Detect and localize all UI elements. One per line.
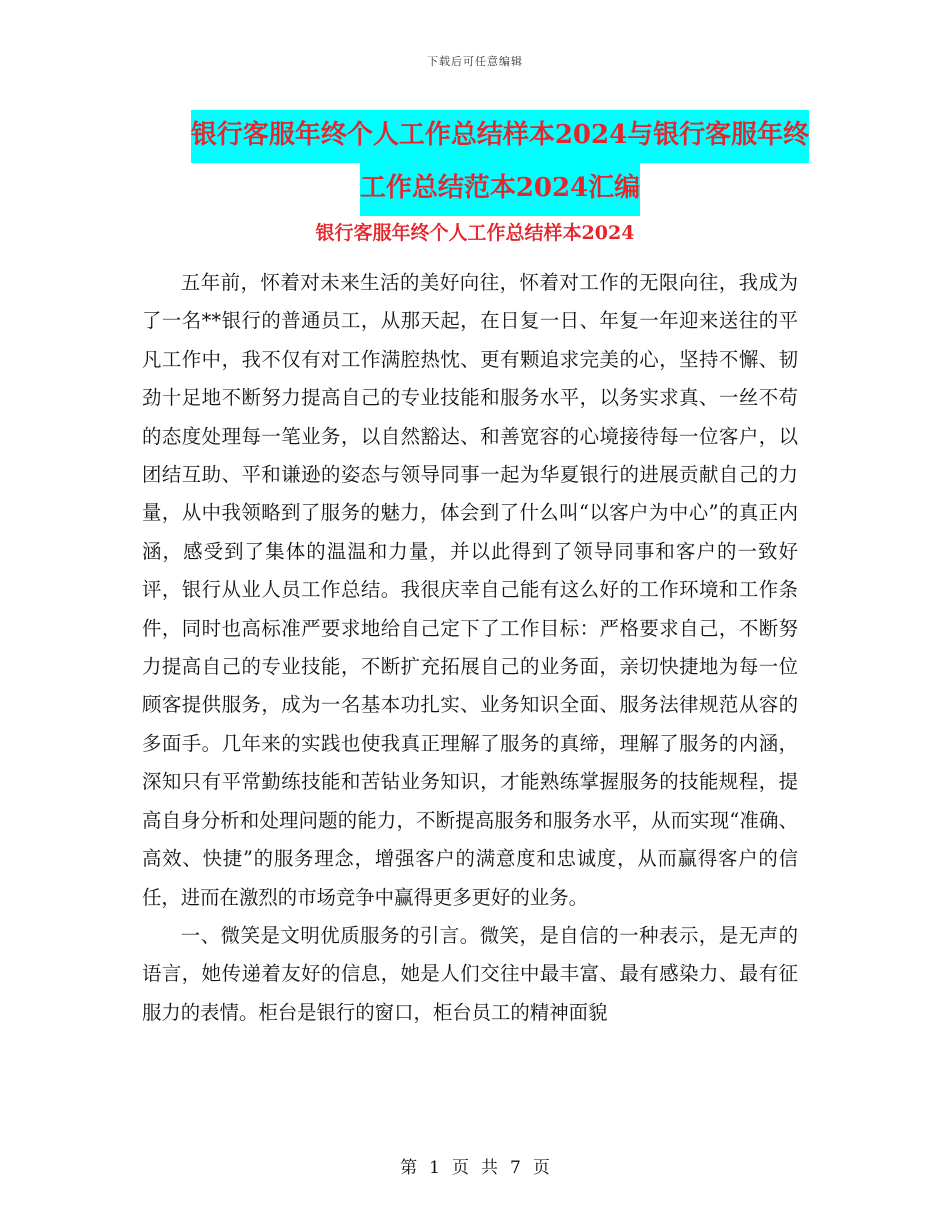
footer-page-word: 页 — [452, 1158, 469, 1178]
section-title: 银行客服年终个人工作总结样本2024 — [315, 222, 635, 244]
footer-prefix: 第 — [400, 1158, 418, 1178]
document-title — [140, 110, 860, 216]
footer-suffix: 页 — [532, 1158, 550, 1178]
paragraph: 一、微笑是文明优质服务的引言。微笑，是自信的一种表示，是无声的语言，她传递着友好的信息，她是人们交往中最丰富、最有感染力、最有征服力的表情。柜台是银行的窗口，柜台员工的精神面貌 — [142, 923, 798, 1024]
header-note: 下载后可任意编辑 — [427, 55, 523, 68]
title-line-2: 工作总结范本2024汇编 — [360, 163, 640, 216]
page-footer — [0, 1153, 950, 1178]
footer-page-number: 1 — [429, 1158, 440, 1178]
footer-total-pages: 7 — [510, 1158, 521, 1178]
paragraph: 五年前，怀着对未来生活的美好向往，怀着对工作的无限向往，我成为了一名**银行的普通员工，从那天起，在日复一日、年复一年迎来送往的平凡工作中，我不仅有对工作满腔热忱、更有颗追求完美的心，坚持不懈、韧劲十足地不断努力提高自己的专业技能和服务水平，以务实求真、一丝不苟的态度处理每一笔业务，以自然豁达、和善宽容的心境接待每一位客户，以团结互助、平和谦逊的姿态与领导同事一起为华夏银行的进展贡献自己的力量，从中我领略到了服务的魅力，体会到了什么叫“以客户为中心”的真正内涵，感受到了集体的温温和力量，并以此得到了领导同事和客户的一致好评，银行从业人员工作总结。我很庆幸自己能有这么好的工作环境和工作条件，同时也高标准严要求地给自己定下了工作目标：严格要求自己，不断努力提高自己的专业技能，不断扩充拓展自己的业务面，亲切快捷地为每一位顾客提供服务，成为一名基本功扎实、业务知识全面、服务法律规范从容的多面手。几年来的实践也使我真正理解了服务的真缔，理解了服务的内涵，深知只有平常勤练技能和苦钻业务知识，才能熟练掌握服务的技能规程，提高自身分析和处理问题的能力，不断提高服务和服务水平，从而实现“准确、高效、快捷”的服务理念，增强客户的满意度和忠诚度，从而赢得客户的信任，进而在激烈的市场竞争中赢得更多更好的业务。 — [142, 271, 798, 909]
body-text — [142, 264, 798, 1032]
footer-total-word: 共 — [481, 1158, 498, 1178]
title-line-1: 银行客服年终个人工作总结样本2024与银行客服年终 — [191, 110, 809, 163]
